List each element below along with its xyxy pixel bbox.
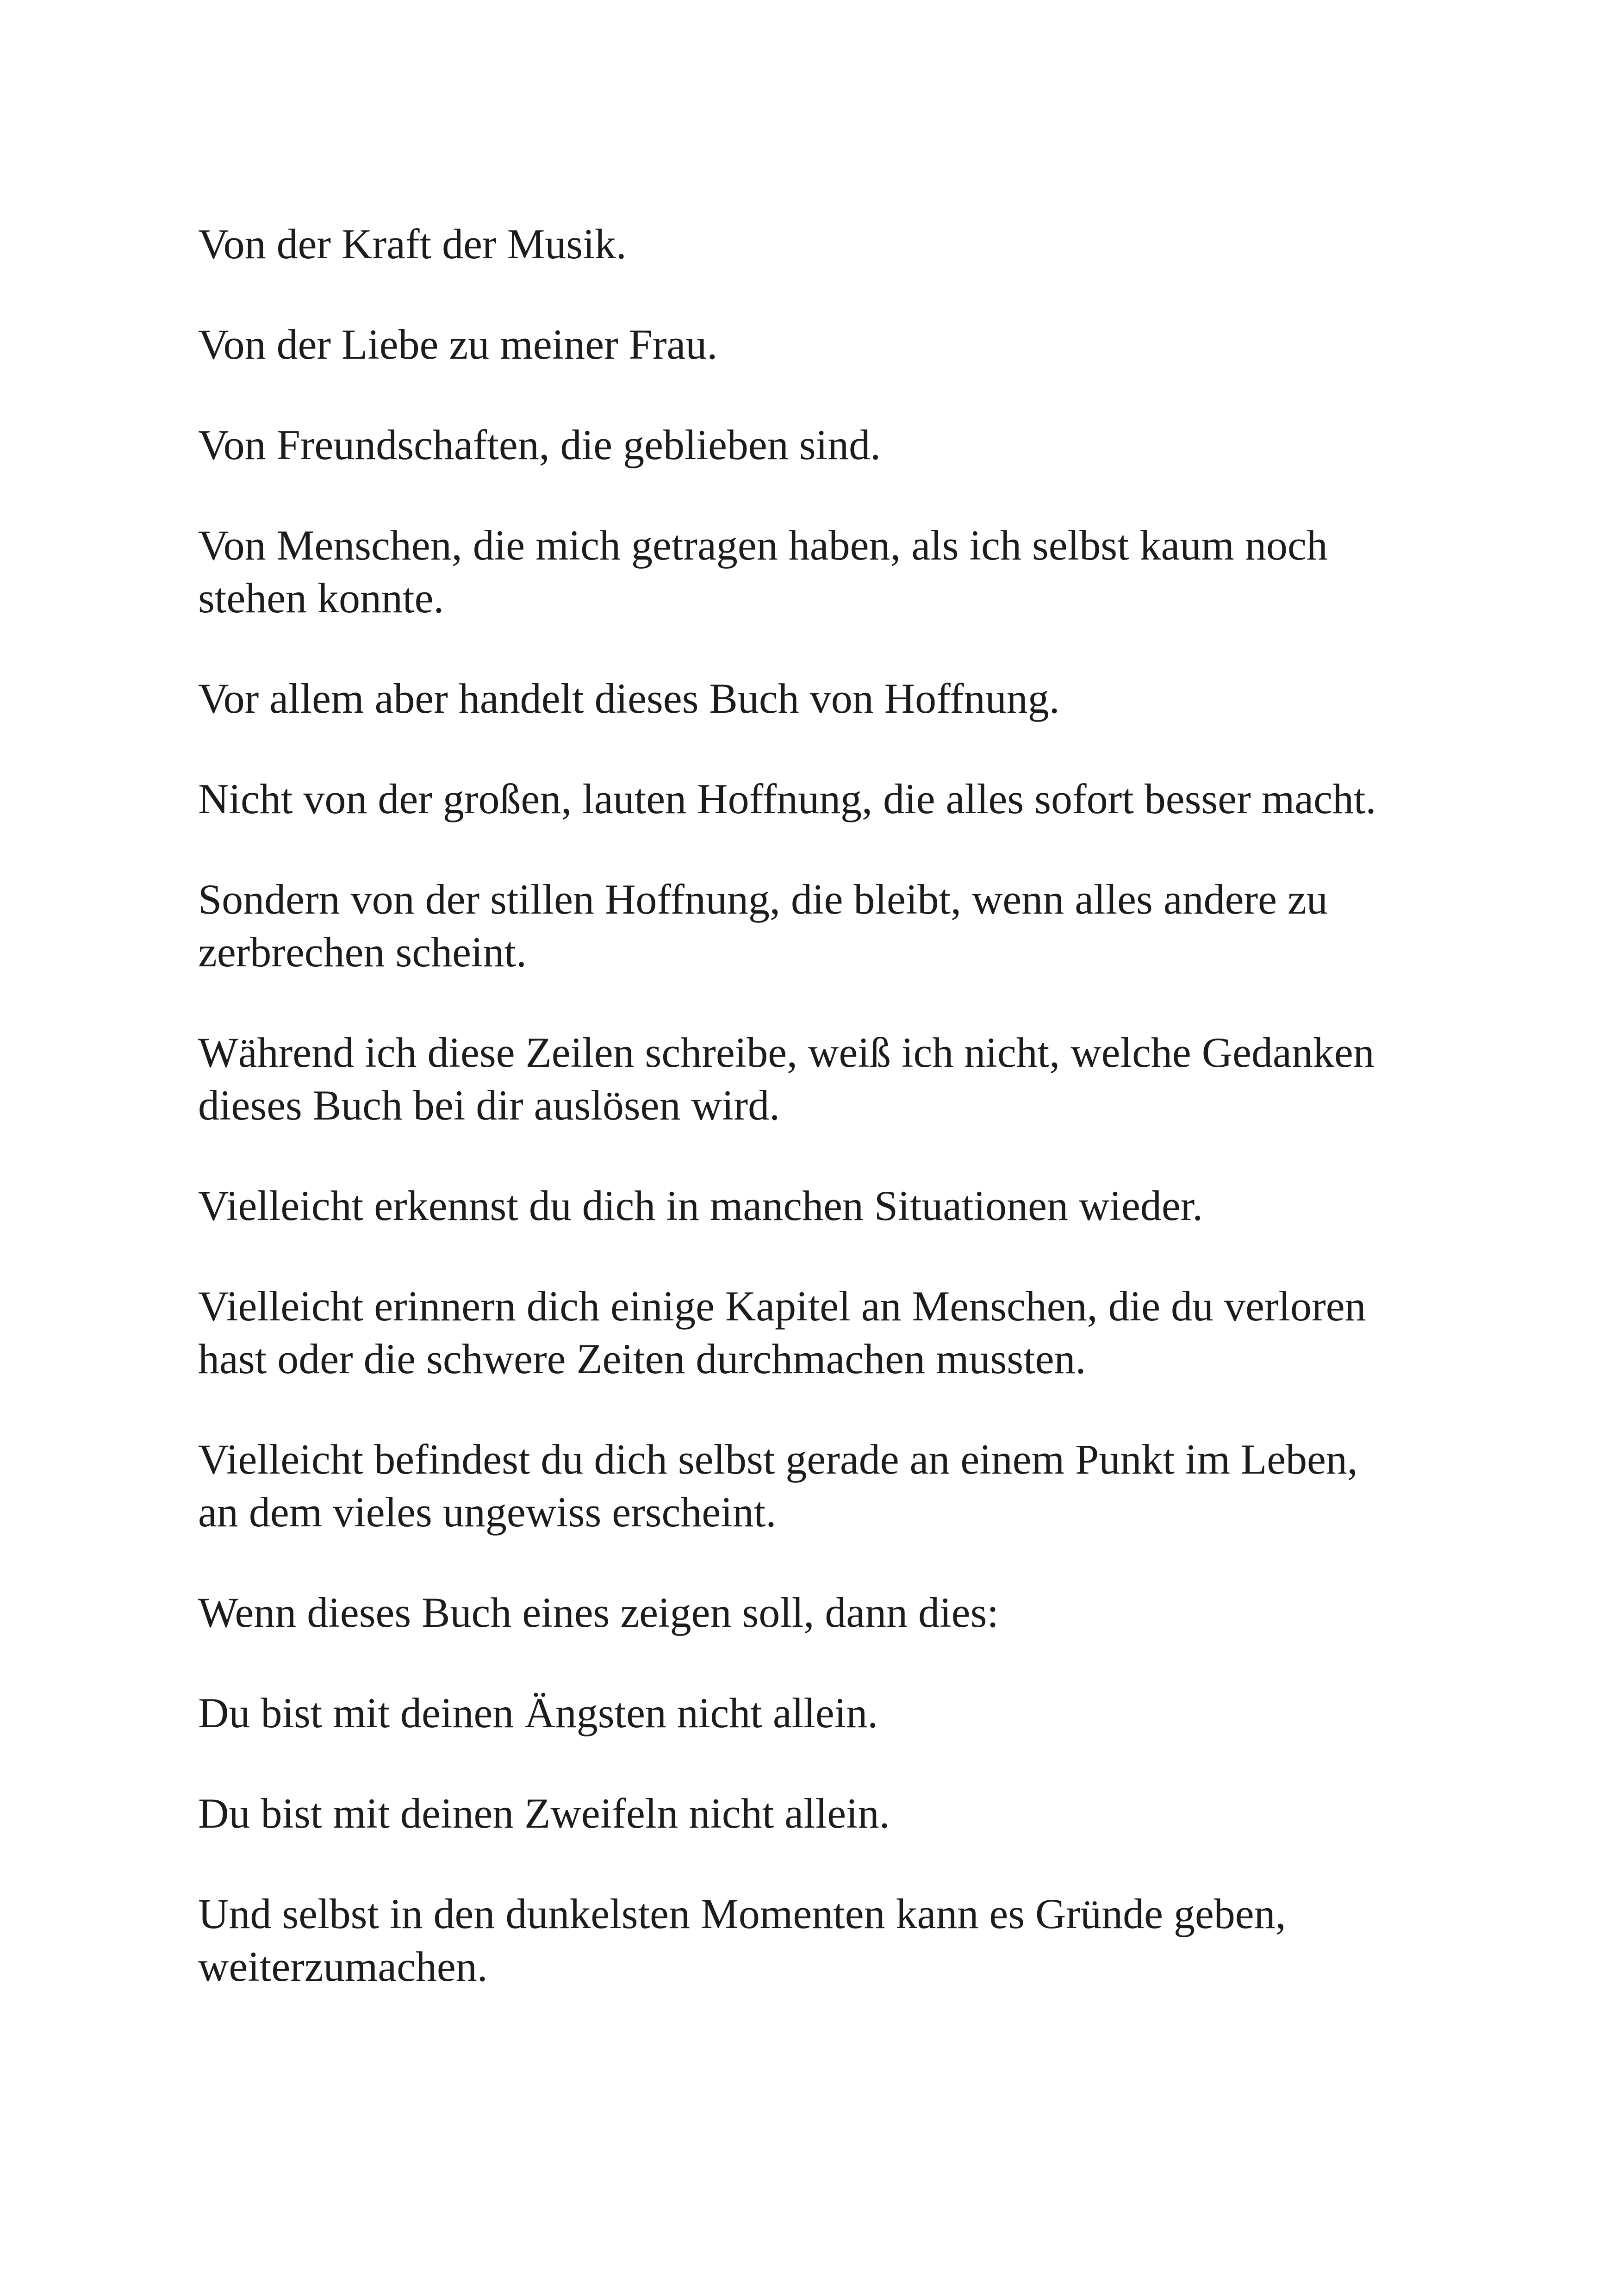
- paragraph: Von Menschen, die mich getragen haben, als ich selbst kaum noch stehen konnte.: [198, 522, 1328, 622]
- paragraph: Du bist mit deinen Zweifeln nicht allein.: [198, 1790, 890, 1837]
- paragraph: Vielleicht erinnern dich einige Kapitel an Menschen, die du verloren hast oder die schwere Zeiten durchmachen mussten.: [198, 1282, 1366, 1382]
- paragraph: Vor allem aber handelt dieses Buch von Hoffnung.: [198, 675, 1060, 722]
- paragraph: Während ich diese Zeilen schreibe, weiß ich nicht, welche Gedanken dieses Buch bei dir auslösen wird.: [198, 1029, 1375, 1129]
- paragraph: Vielleicht befindest du dich selbst gerade an einem Punkt im Leben, an dem vieles ungewiss erscheint.: [198, 1436, 1358, 1536]
- paragraph: Vielleicht erkennst du dich in manchen Situationen wieder.: [198, 1182, 1203, 1229]
- paragraph: Wenn dieses Buch eines zeigen soll, dann dies:: [198, 1589, 999, 1636]
- paragraph: Und selbst in den dunkelsten Momenten kann es Gründe geben, weiterzumachen.: [198, 1890, 1286, 1990]
- paragraph: Von der Kraft der Musik.: [198, 220, 627, 268]
- paragraph: Du bist mit deinen Ängsten nicht allein.: [198, 1689, 878, 1736]
- paragraph: Sondern von der stillen Hoffnung, die bleibt, wenn alles andere zu zerbrechen scheint.: [198, 876, 1328, 976]
- paragraph: Nicht von der großen, lauten Hoffnung, die alles sofort besser macht.: [198, 775, 1376, 822]
- paragraph: Von Freundschaften, die geblieben sind.: [198, 421, 881, 468]
- body-text: [198, 218, 1517, 1993]
- paragraph: Von der Liebe zu meiner Frau.: [198, 321, 718, 368]
